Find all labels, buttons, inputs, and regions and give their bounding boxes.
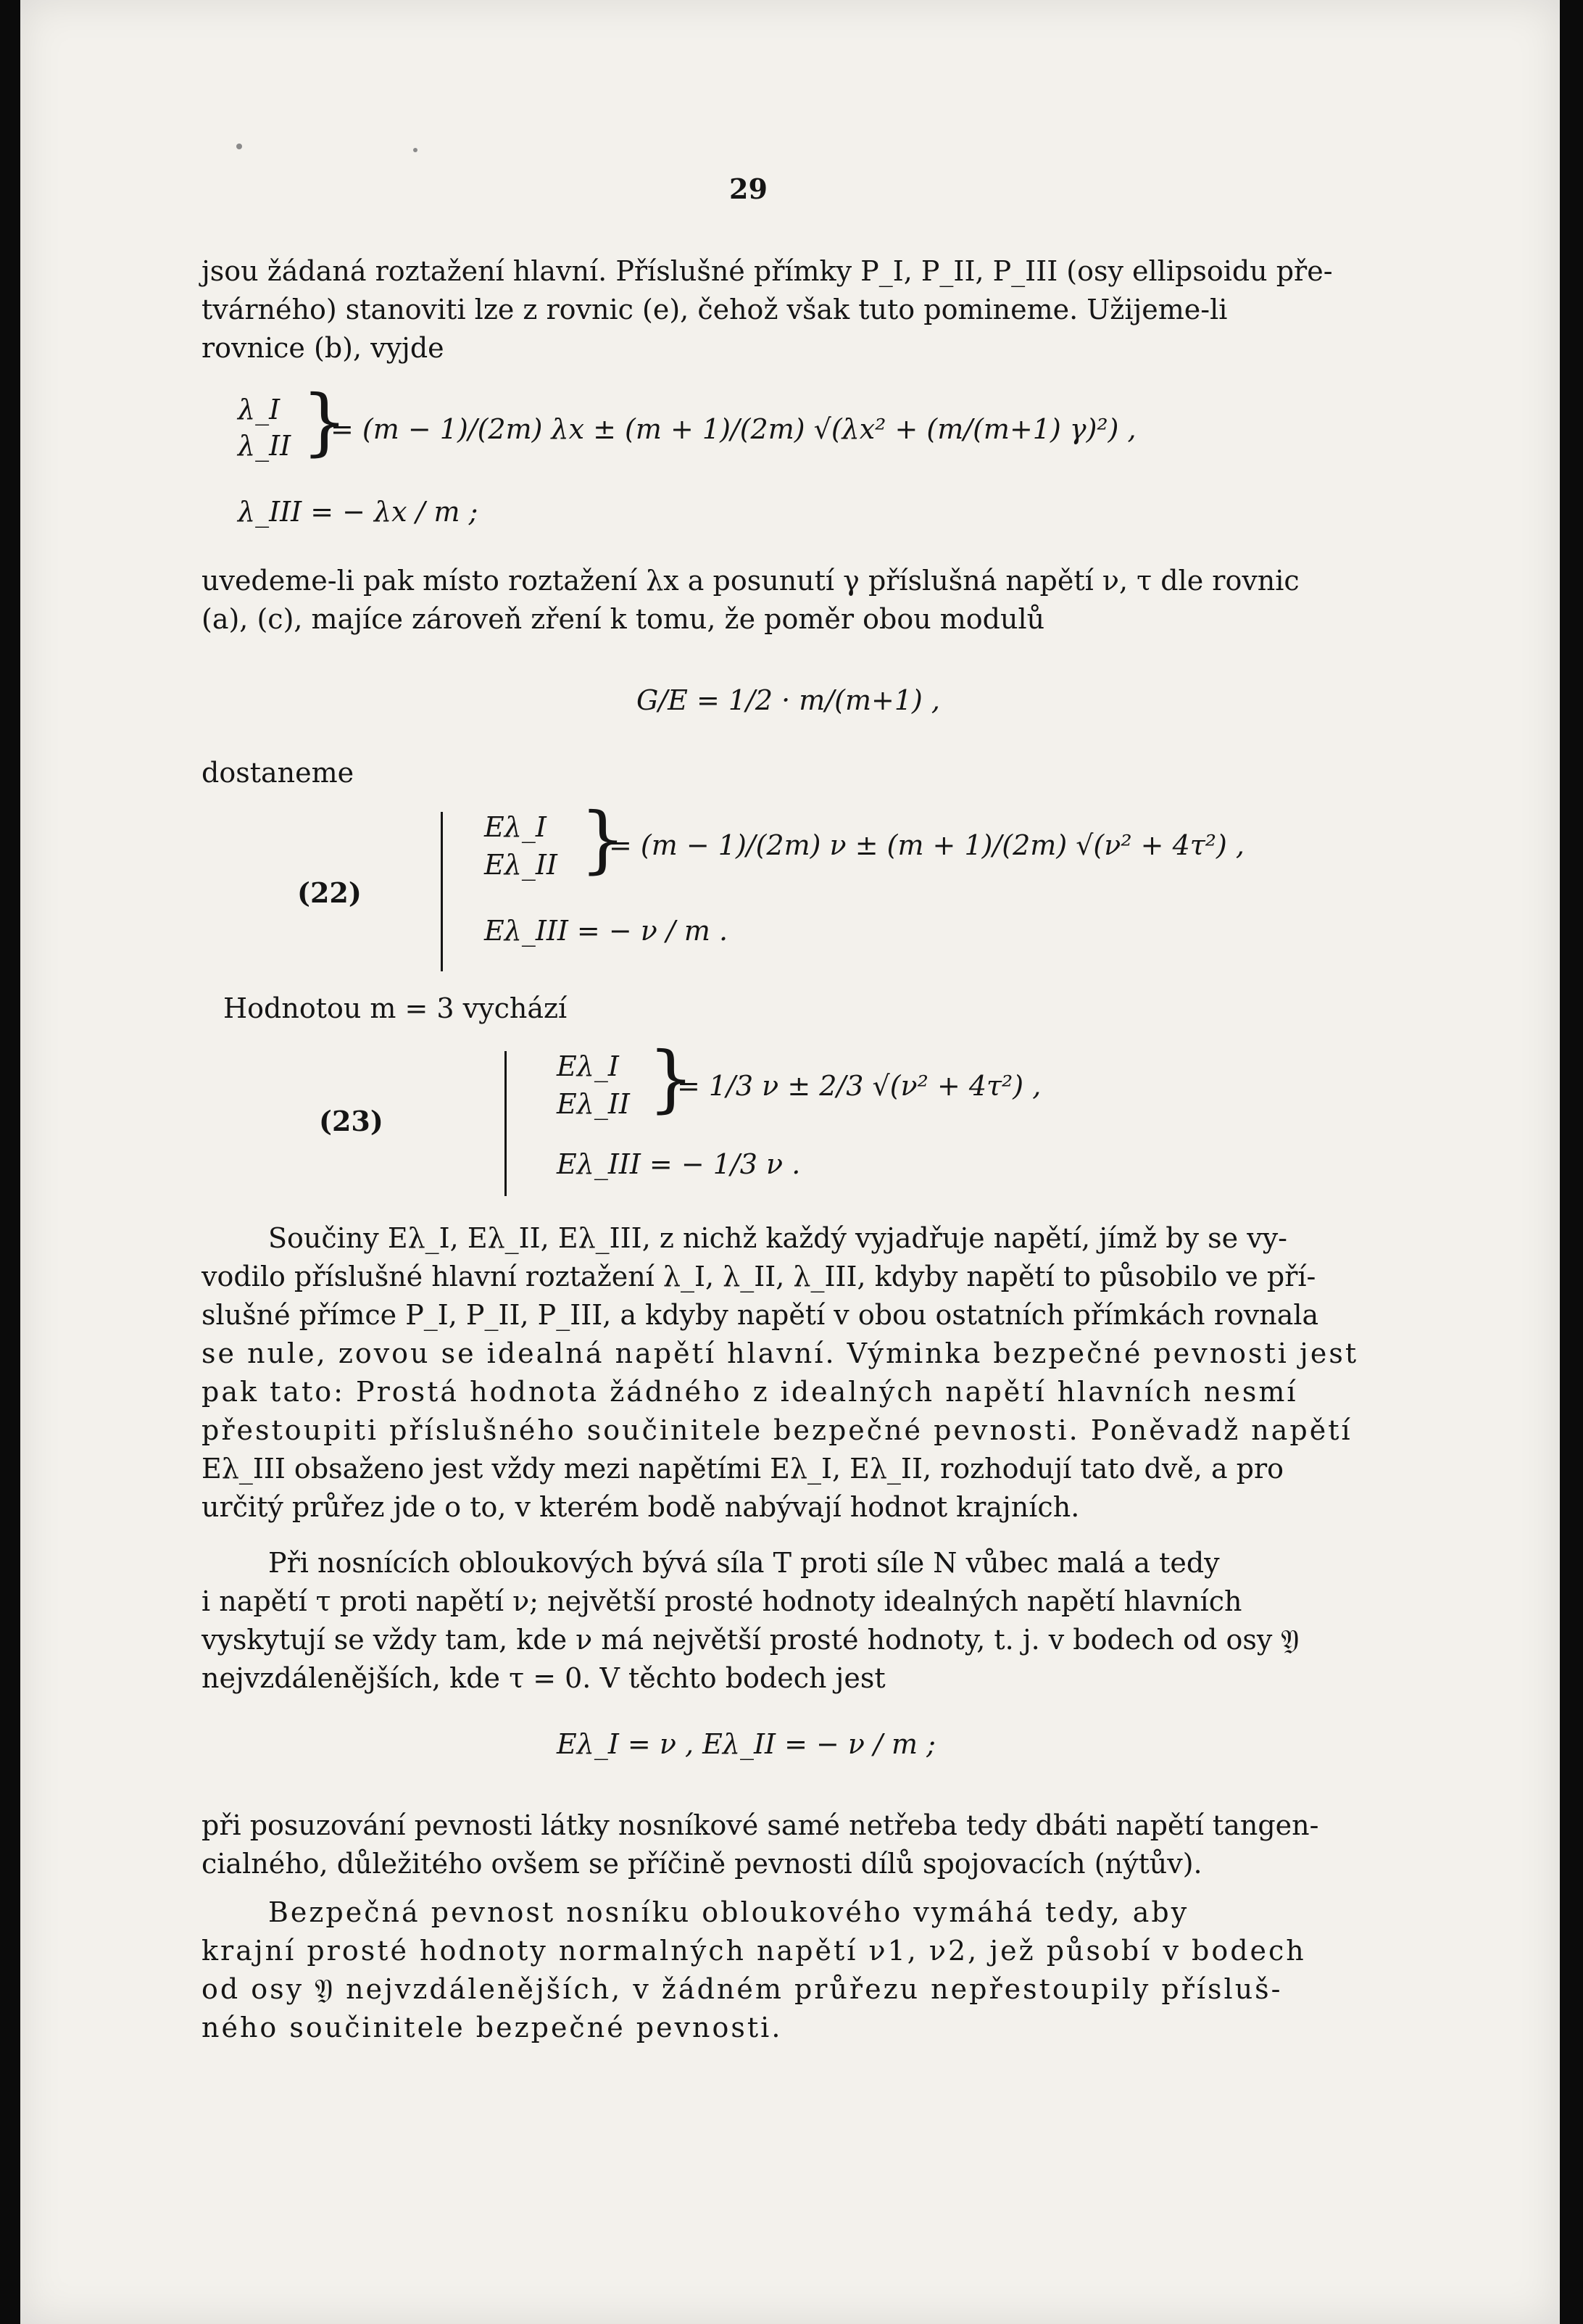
equation-number-22: (22) [297, 876, 362, 909]
text-line: (a), (c), majíce zároveň zření k tomu, že poměr obou modulů [201, 603, 1045, 635]
brace-symbol: } [302, 379, 348, 464]
equation-term: Eλ_II [557, 1088, 630, 1120]
text-line: nejvzdálenějších, kde τ = 0. V těchto bodech jest [201, 1662, 886, 1694]
equation-group-bar [504, 1051, 507, 1196]
equation-22-lhs [484, 808, 557, 884]
text-line: cialného, důležitého ovšem se příčině pevnosti dílů spojovacích (nýtův). [201, 1848, 1202, 1880]
text-line: přestoupiti příslušného součinitele bezpečné pevnosti. Poněvadž napětí [201, 1414, 1353, 1446]
text-line: tvárného) stanoviti lze z rovnic (e), čehož však tuto pomineme. Užijeme-li [201, 294, 1228, 325]
text-line: určitý průřez jde o to, v kterém bodě nabývají hodnot krajních. [201, 1491, 1080, 1523]
text-line: uvedeme-li pak místo roztažení λx a posunutí γ příslušná napětí ν, τ dle rovnic [201, 565, 1300, 597]
text-line: Při nosnících obloukových bývá síla T proti síle N vůbec malá a tedy [268, 1547, 1220, 1579]
text-line: krajní prosté hodnoty normalných napětí ν1, ν2, jež působí v bodech [201, 1935, 1306, 1967]
brace-symbol: } [648, 1036, 694, 1121]
page-number: 29 [729, 173, 768, 205]
scan-speck [236, 144, 242, 149]
text-line: Bezpečná pevnost nosníku obloukového vymáhá tedy, aby [268, 1896, 1189, 1928]
text-line: od osy 𝔜 nejvzdálenějších, v žádném průřezu nepřestoupily přísluš- [201, 1973, 1283, 2005]
paragraph-nosnik [201, 1544, 1303, 1698]
equation-term: λ_I [238, 394, 281, 426]
text-line: rovnice (b), vyjde [201, 332, 444, 364]
hodnotou-line: Hodnotou m = 3 vychází [223, 992, 568, 1024]
equation-number-23: (23) [319, 1105, 383, 1137]
dostaneme-label: dostaneme [201, 757, 354, 789]
text-line: vodilo příslušné hlavní roztažení λ_I, λ_II, λ_III, kdyby napětí to působilo ve pří- [201, 1261, 1316, 1292]
text-line: vyskytují se vždy tam, kde ν má největší prosté hodnoty, t. j. v bodech od osy 𝔜 [201, 1624, 1300, 1656]
scan-speck [413, 148, 417, 152]
equation-lambda-lhs [238, 391, 291, 464]
text-line: Součiny Eλ_I, Eλ_II, Eλ_III, z nichž každý vyjadřuje napětí, jímž by se vy- [268, 1222, 1287, 1254]
equation-lambda-rhs: = (m − 1)/(2m) λx ± (m + 1)/(2m) √(λx² + (m/(m+1) γ)²) , [331, 413, 1137, 445]
text-line: jsou žádaná roztažení hlavní. Příslušné přímky P_I, P_II, P_III (osy ellipsoidu pře- [201, 255, 1333, 287]
text-line: Eλ_III obsaženo jest vždy mezi napětími Eλ_I, Eλ_II, rozhodují tato dvě, a pro [201, 1453, 1284, 1485]
equation-group-bar [441, 812, 443, 971]
equation-term: Eλ_II [484, 849, 557, 881]
text-line: slušné přímce P_I, P_II, P_III, a kdyby napětí v obou ostatních přímkách rovnala [201, 1299, 1319, 1331]
paragraph-soucin [201, 1219, 1359, 1527]
equation-23-rhs: = 1/3 ν ± 2/3 √(ν² + 4τ²) , [677, 1070, 1042, 1102]
equation-term: λ_II [238, 430, 291, 462]
paragraph-bezpecna-pevnost [201, 1893, 1306, 2047]
intro-paragraph [201, 252, 1333, 368]
equation-23-lhs [557, 1047, 630, 1123]
text-line: se nule, zovou se idealná napětí hlavní. Výminka bezpečné pevnosti jest [201, 1337, 1359, 1369]
brace-symbol: } [580, 797, 626, 881]
text-line: pak tato: Prostá hodnota žádného z idealných napětí hlavních nesmí [201, 1376, 1298, 1408]
scanned-page [20, 0, 1560, 2324]
equation-term: Eλ_I [484, 811, 547, 843]
equation-22-third: Eλ_III = − ν / m . [484, 915, 728, 947]
equation-modulus-ratio: G/E = 1/2 · m/(m+1) , [636, 684, 940, 716]
equation-22-rhs: = (m − 1)/(2m) ν ± (m + 1)/(2m) √(ν² + 4τ²) , [609, 829, 1245, 861]
mid-paragraph [201, 562, 1300, 639]
equation-23-third: Eλ_III = − 1/3 ν . [557, 1148, 801, 1180]
equation-term: Eλ_I [557, 1050, 619, 1082]
text-line: i napětí τ proti napětí ν; největší prosté hodnoty idealných napětí hlavních [201, 1585, 1242, 1617]
equation-lambda-iii: λ_III = − λx / m ; [238, 496, 478, 528]
text-line: ného součinitele bezpečné pevnosti. [201, 2012, 783, 2043]
paragraph-posuzovani [201, 1806, 1319, 1883]
text-line: při posuzování pevnosti látky nosníkové samé netřeba tedy dbáti napětí tangen- [201, 1809, 1319, 1841]
equation-final: Eλ_I = ν , Eλ_II = − ν / m ; [557, 1728, 936, 1760]
